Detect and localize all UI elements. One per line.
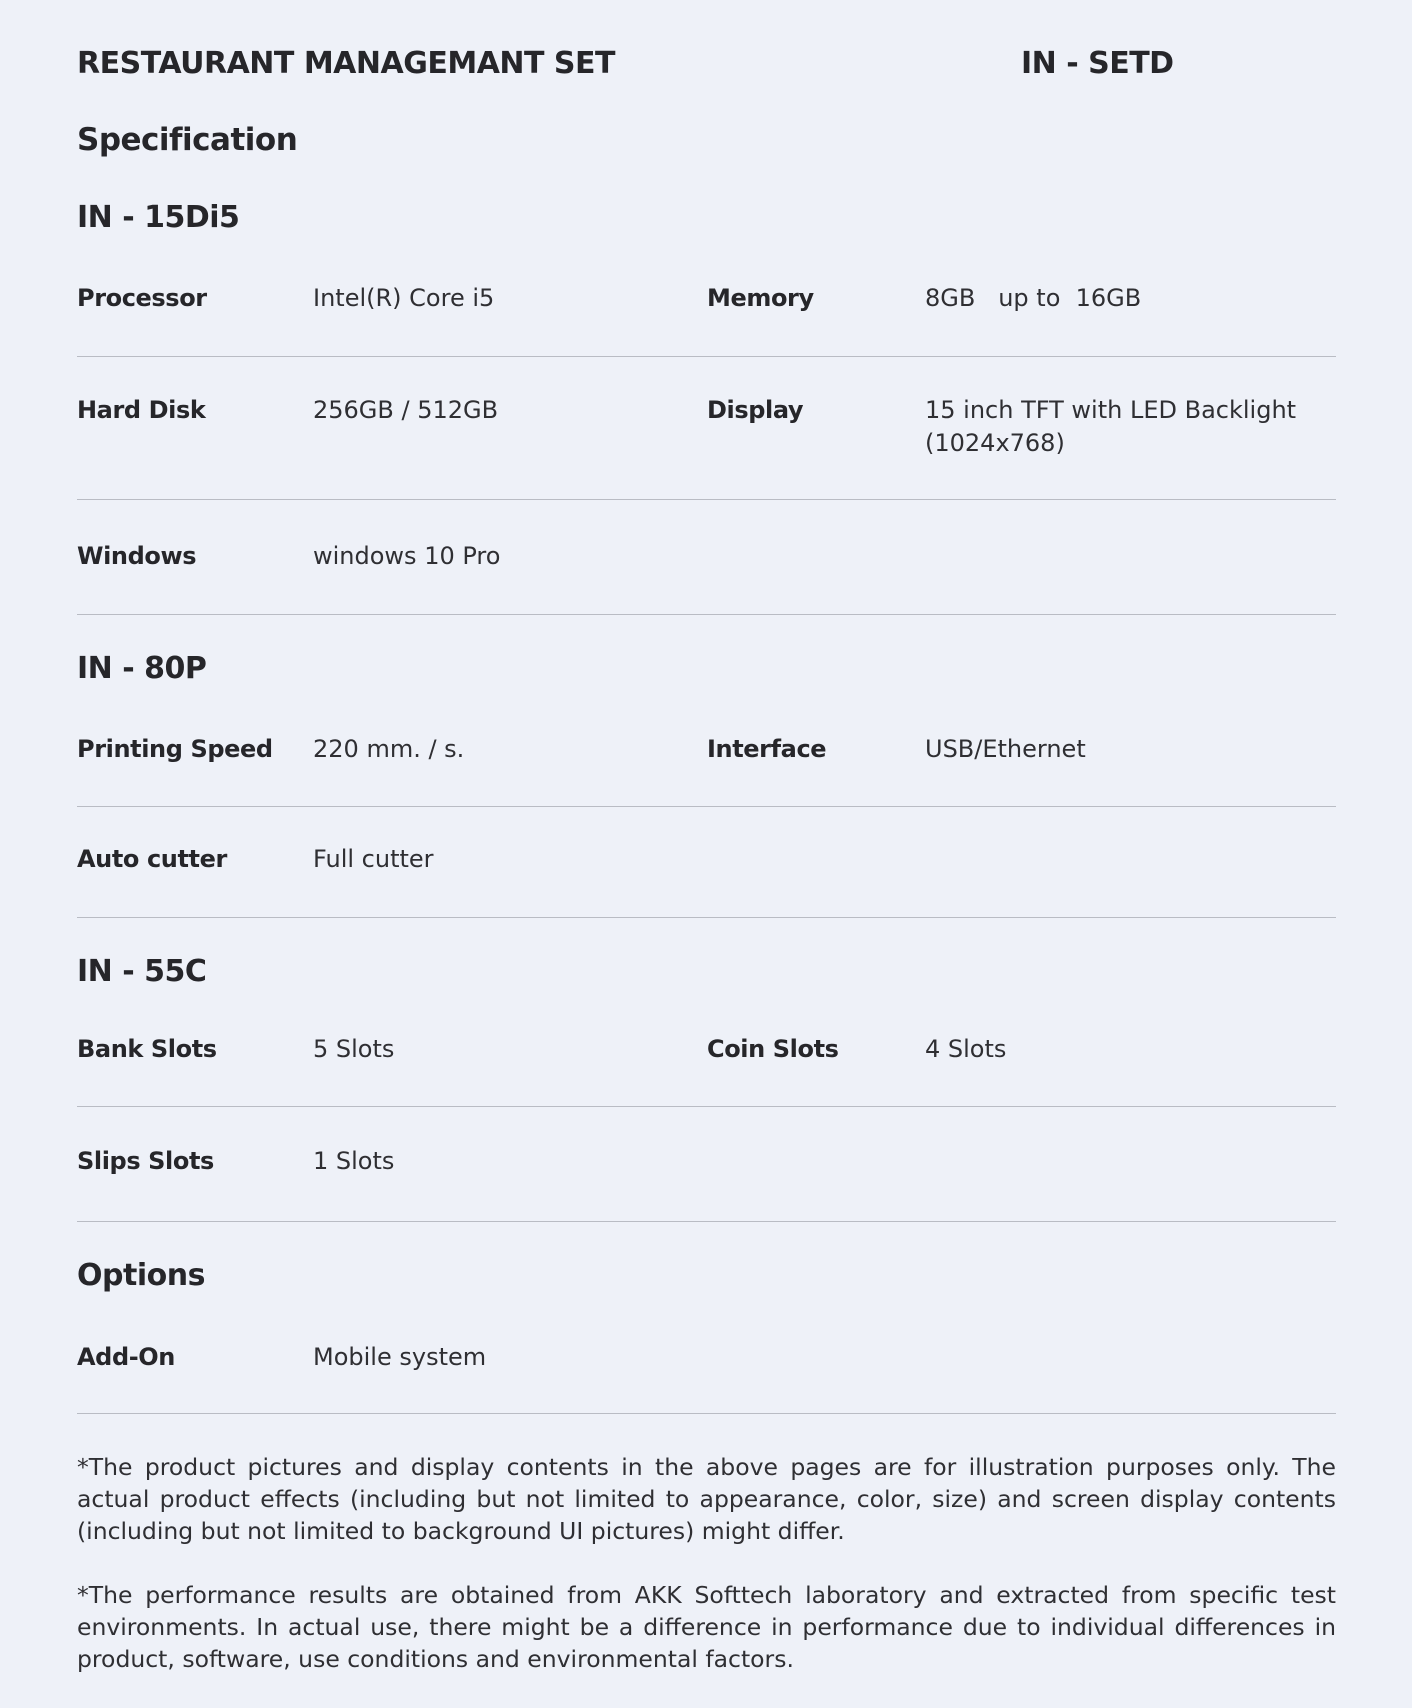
spec-value: 5 Slots [313, 1035, 395, 1063]
spec-value: 256GB / 512GB [313, 396, 499, 424]
spec-value: USB/Ethernet [925, 735, 1086, 763]
disclaimer-illustration: *The product pictures and display contents in the above pages are for illustration purposes only. The actual product effects (including but not limited to appearance, color, size) and screen display contents (including but not limited to background UI pictures) might differ. [77, 1453, 1336, 1545]
page-title: RESTAURANT MANAGEMANT SET [77, 46, 615, 81]
spec-label: Hard Disk [77, 396, 206, 424]
spec-row [77, 357, 1336, 500]
spec-label: Auto cutter [77, 845, 227, 873]
spec-value: 4 Slots [925, 1035, 1007, 1063]
spec-row [77, 500, 1336, 615]
spec-value: Intel(R) Core i5 [313, 284, 495, 312]
spec-row [77, 1335, 1336, 1414]
spec-value: 220 mm. / s. [313, 735, 465, 763]
spec-label: Bank Slots [77, 1035, 217, 1063]
spec-label: Interface [707, 735, 827, 763]
specification-heading: Specification [77, 122, 298, 158]
model-code: IN - SETD [1021, 46, 1174, 81]
spec-label: Display [707, 396, 804, 424]
page-header [77, 46, 1336, 86]
spec-label: Processor [77, 284, 207, 312]
spec-label: Add-On [77, 1343, 175, 1371]
section-title-options: Options [77, 1258, 205, 1293]
section-title-pc: IN - 15Di5 [77, 200, 240, 235]
spec-label: Windows [77, 542, 197, 570]
spec-label: Printing Speed [77, 735, 273, 763]
spec-row [77, 276, 1336, 357]
section-title-cash-drawer: IN - 55C [77, 954, 207, 989]
disclaimer-performance: *The performance results are obtained from AKK Softtech laboratory and extracted from specific test environments. In actual use, there might be a difference in performance due to individual differences in product, software, use conditions and environmental factors. [77, 1581, 1336, 1673]
spec-value: 15 inch TFT with LED Backlight (1024x768) [925, 396, 1297, 457]
spec-label: Memory [707, 284, 814, 312]
spec-value: Full cutter [313, 845, 434, 873]
spec-label: Slips Slots [77, 1147, 214, 1175]
spec-row [77, 1107, 1336, 1222]
spec-label: Coin Slots [707, 1035, 839, 1063]
spec-value: 1 Slots [313, 1147, 395, 1175]
spec-value: 8GB up to 16GB [925, 284, 1142, 312]
section-title-printer: IN - 80P [77, 651, 207, 686]
spec-value: Mobile system [313, 1343, 487, 1371]
spec-value: windows 10 Pro [313, 542, 501, 570]
spec-row [77, 727, 1336, 807]
spec-row [77, 807, 1336, 918]
spec-row [77, 1027, 1336, 1107]
